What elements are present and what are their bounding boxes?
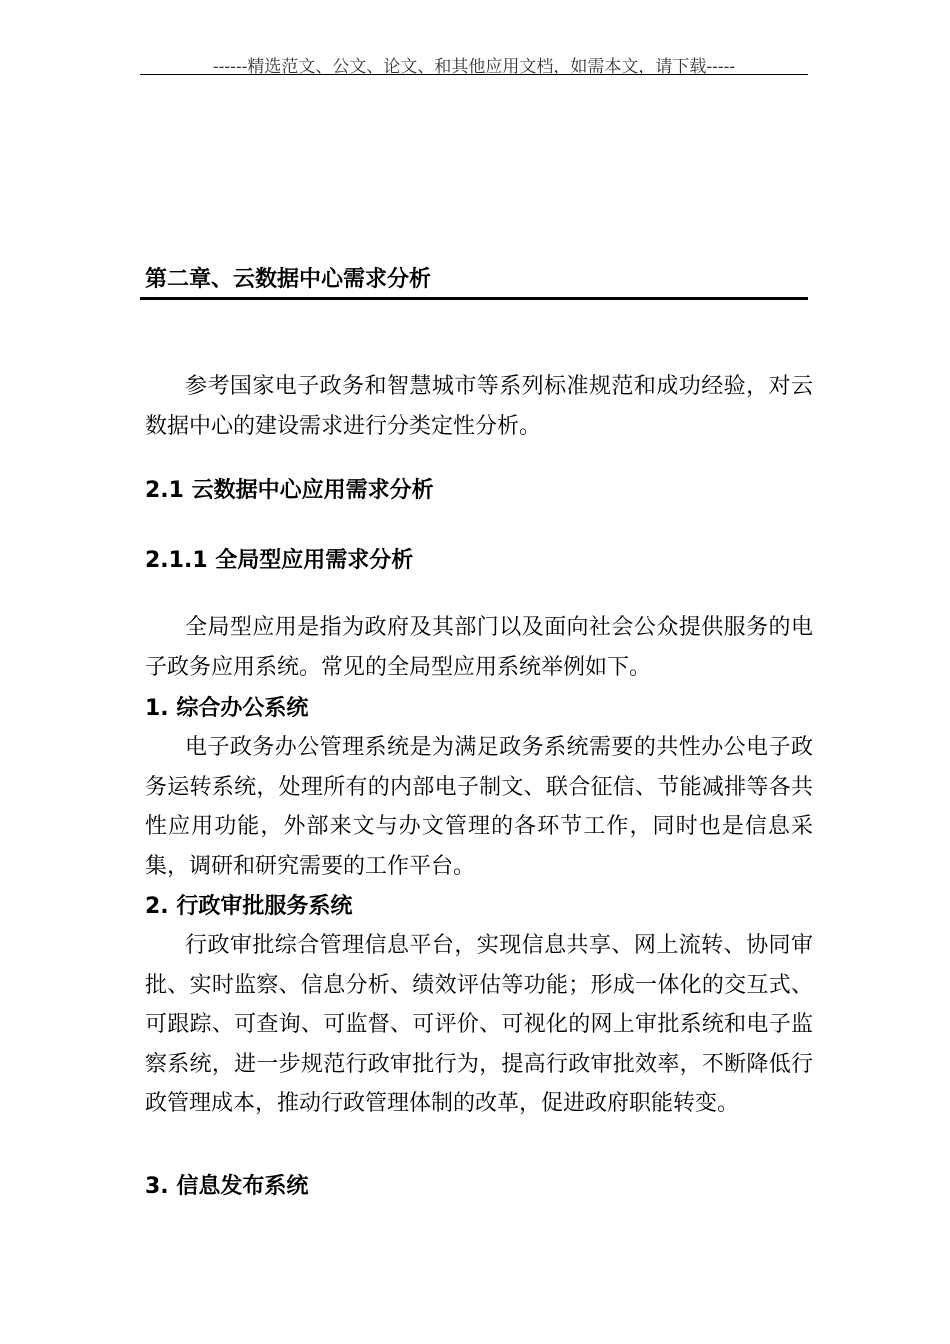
section-heading-2-1: 2.1 云数据中心应用需求分析 [145, 478, 434, 503]
intro-paragraph [145, 367, 813, 446]
section-2-1-1-intro-text: 全局型应用是指为政府及其部门以及面向社会公众提供服务的电子政务应用系统。常见的全局型应用系统举例如下。 [145, 615, 813, 680]
section-2-1-1-intro [145, 608, 813, 687]
item-body-office-system [145, 728, 813, 886]
chapter-divider [140, 297, 808, 300]
page-header-banner: ------精选范文、公文、论文、和其他应用文档，如需本文，请下载----- [212, 57, 736, 77]
item-heading-office-system: 1. 综合办公系统 [145, 696, 309, 721]
item-body-approval-system-text: 行政审批综合管理信息平台，实现信息共享、网上流转、协同审批、实时监察、信息分析、绩效评估等功能；形成一体化的交互式、可跟踪、可查询、可监督、可评价、可视化的网上审批系统和电子监察系统，进一步规范行政审批行为，提高行政审批效率，不断降低行政管理成本，推动行政管理体制的改革，促进政府职能转变。 [145, 933, 813, 1117]
item-body-office-system-text: 电子政务办公管理系统是为满足政务系统需要的共性办公电子政务运转系统，处理所有的内部电子制文、联合征信、节能减排等各共性应用功能，外部来文与办文管理的各环节工作，同时也是信息采集，调研和研究需要的工作平台。 [145, 735, 813, 879]
intro-text: 参考国家电子政务和智慧城市等系列标准规范和成功经验，对云数据中心的建设需求进行分类定性分析。 [145, 374, 813, 439]
chapter-title: 第二章、云数据中心需求分析 [145, 267, 432, 292]
item-heading-approval-system: 2. 行政审批服务系统 [145, 894, 353, 919]
item-body-approval-system [145, 926, 813, 1124]
item-heading-publishing-system: 3. 信息发布系统 [145, 1174, 309, 1199]
section-heading-2-1-1: 2.1.1 全局型应用需求分析 [145, 548, 414, 573]
header-divider [140, 74, 808, 75]
